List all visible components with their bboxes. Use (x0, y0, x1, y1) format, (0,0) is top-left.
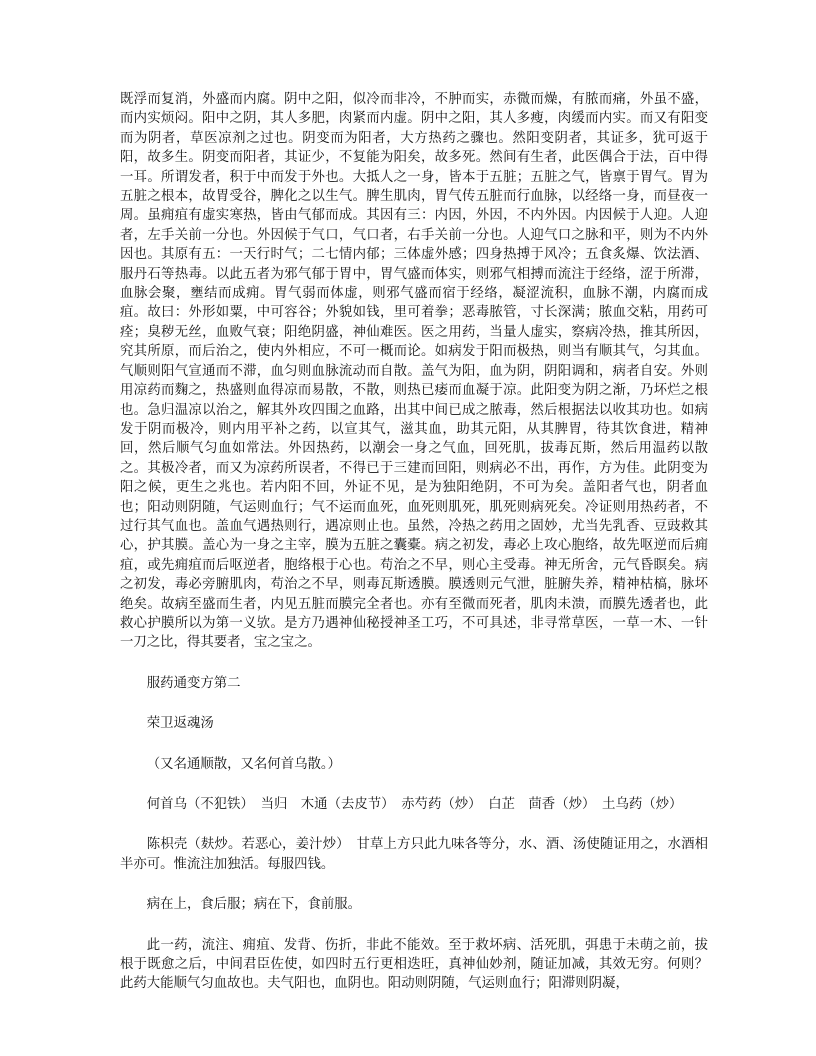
ingredients-line: 何首乌（不犯铁） 当归 木通（去皮节） 赤芍药（炒） 白芷 茴香（炒） 土乌药（炒） (146, 797, 683, 812)
commentary-paragraph: 此一药，流注、痈疽、发背、伤折，非此不能效。至于救坏病、活死肌，弭患于未萌之前，拔根于既愈之后，中间君臣佐使，如四时五行更相迭旺，真神仙妙剂，随证加减，其效无穷。何则？此药大能顺气匀血故也。夫气阳也，血阴也。阳动则阴随，气运则血行；阳滞则阴凝， (120, 937, 708, 992)
alias-note: （又名通顺散，又名何首乌散。） (146, 756, 341, 772)
spacer (120, 874, 708, 895)
section-title: 服药通变方第二 (146, 675, 241, 691)
spacer (120, 653, 708, 674)
dosage-timing: 病在上，食后服；病在下，食前服。 (146, 897, 362, 913)
spacer (120, 734, 708, 755)
spacer (120, 693, 708, 714)
spacer (120, 814, 708, 835)
opening-paragraph: 既浮而复消，外盛而内腐。阴中之阳，似冷而非冷，不肿而实，赤微而燥，有脓而痛，外虽不盛，而内实烦闷。阳中之阴，其人多肥，肉紧而内虚。阴中之阳，其人多瘦，肉缓而内实。而又有阳变而为阴者，草医凉剂之过也。阴变而为阳者，大方热药之骤也。然阳变阴者，其证多，犹可返于阳，故多生。阴变而阳者，其证少，不复能为阳矣，故多死。然间有生者，此医偶合于法，百中得一耳。所谓发者，积于中而发于外也。大抵人之一身，皆本于五脏；五脏之气，皆禀于胃气。胃为五脏之根本，故胃受谷，脾化之以生气。脾生肌肉，胃气传五脏而行血脉，以经络一身，而昼夜一周。虽痈疽有虚实寒热，皆由气郁而成。其因有三：内因，外因，不内外因。内因候于人迎。人迎者，左手关前一分也。外因候于气口，气口者，右手关前一分也。人迎气口之脉和平，则为不内外因也。其原有五：一天行时气；二七情内郁；三体虚外感；四身热搏于风冷；五食炙爆、饮法酒、服丹石等热毒。以此五者为邪气郁于胃中，胃气盛而体实，则邪气相搏而流注于经络，涩于所滞，血脉会聚，壅结而成痈。胃气弱而体虚，则邪气盛而宿于经络，凝涩流积，血脉不潮，内腐而成疽。故曰：外形如粟，中可容谷；外貌如钱，里可着拳；恶毒脓管，寸长深满；脓血交粘，用药可痊；臭秽无丝，血败气衰；阳绝阴盛，神仙难医。医之用药，当量人虚实，察病冷热，推其所因，究其所原，而后治之，使内外相应，不可一概而论。如病发于阳而极热，则当有顺其气，匀其血。气顺则阳气宣通而不滞，血匀则血脉流动而自散。盖气为阳，血为阴，阴阳调和，病者自安。外则用凉药而麴之，热盛则血得凉而易散，不散，则热已痿而血凝于凉。此阳变为阴之渐，乃坏烂之根也。急归温凉以治之，解其外攻四围之血路，出其中间已成之脓毒，然后根据法以收其功也。如病发于阴而极冷，则内用平补之药，以宣其气，滋其血，助其元阳，从其脾胃，待其饮食进，精神回，然后顺气匀血如常法。外因热药，以潮会一身之气血，回死肌，拔毒瓦斯，然后用温药以散之。其极冷者，而又为凉药所误者，不得已于三建而回阳，则病必不出，再作，方为佳。此阴变为阳之候，更生之兆也。若内阳不回，外证不见，是为独阳绝阴，不可为矣。盖阳者气也，阴者血也；阳动则阴随，气运则血行；气不运而血死，血死则肌死，肌死则病死矣。冷证则用热药者，不过行其气血也。盖血气遇热则行，遇凉则止也。虽然，冷热之药用之固妙，尤当先乳香、豆豉救其心，护其膜。盖心为一身之主宰，膜为五脏之囊橐。病之初发，毒必上攻心胞络，故先呕逆而后痈疽，或先痈疽而后呕逆者，胞络根于心也。苟治之不早，则心主受毒。神无所舍，元气昏瞑矣。病之初发，毒必旁腑肌肉，苟治之不早，则毒瓦斯透膜。膜透则元气泄，脏腑失养，精神枯槁，脉坏绝矣。故病至盛而生者，内见五脏而膜完全者也。亦有至微而死者，肌肉未溃，而膜先透者也，此救心护膜所以为第一义欤。是方乃遇神仙秘授神圣工巧，不可具述，非寻常草医，一草一木、一针一刀之比，得其要者，宝之宝之。 (120, 92, 708, 651)
spacer (120, 774, 708, 795)
formula-name: 荣卫返魂汤 (146, 716, 214, 732)
spacer (120, 915, 708, 936)
ingredients-continuation: 陈枳壳（麸炒。若恶心，姜汁炒） 甘草上方只此九味各等分，水、酒、汤使随证用之，水酒相半亦可。惟流注加独活。每服四钱。 (120, 837, 708, 872)
